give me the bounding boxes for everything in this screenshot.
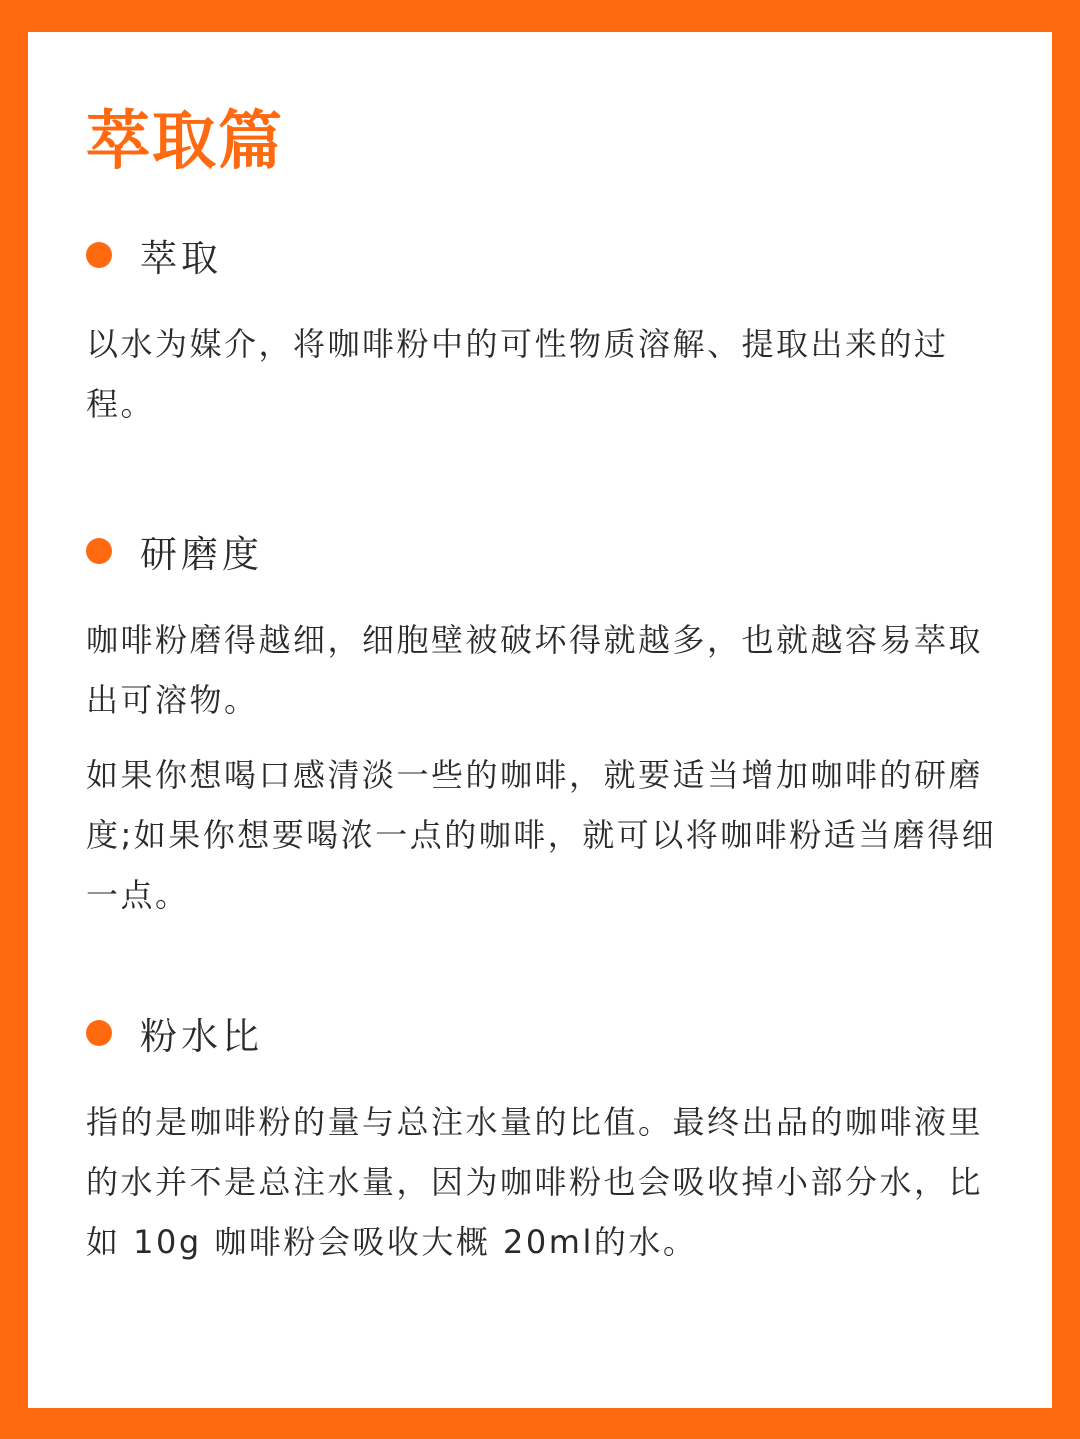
section-heading-label: 萃取 [140,237,222,280]
bullet-dot-icon [86,1020,112,1046]
page-title: 萃取篇 [86,105,284,179]
bullet-dot-icon [86,242,112,268]
section-heading-extraction [86,230,222,280]
section-paragraph: 咖啡粉磨得越细，细胞壁被破坏得就越多，也就越容易萃取出可溶物。 [86,621,984,719]
section-heading-grind-size [86,526,263,576]
section-paragraph: 如果你想喝口感清淡一些的咖啡，就要适当增加咖啡的研磨度;如果你想要喝浓一点的咖啡，就可以将咖啡粉适当磨得细一点。 [86,756,997,914]
section-paragraph: 指的是咖啡粉的量与总注水量的比值。最终出品的咖啡液里的水并不是总注水量，因为咖啡粉也会吸收掉小部分水，比如 10g 咖啡粉会吸收大概 20ml的水。 [86,1103,984,1261]
section-heading-label: 粉水比 [140,1015,263,1058]
section-paragraph: 以水为媒介，将咖啡粉中的可性物质溶解、提取出来的过程。 [86,325,949,423]
section-heading-coffee-water-ratio [86,1008,263,1058]
section-heading-label: 研磨度 [140,533,263,576]
content-card [28,32,1052,1408]
bullet-dot-icon [86,538,112,564]
